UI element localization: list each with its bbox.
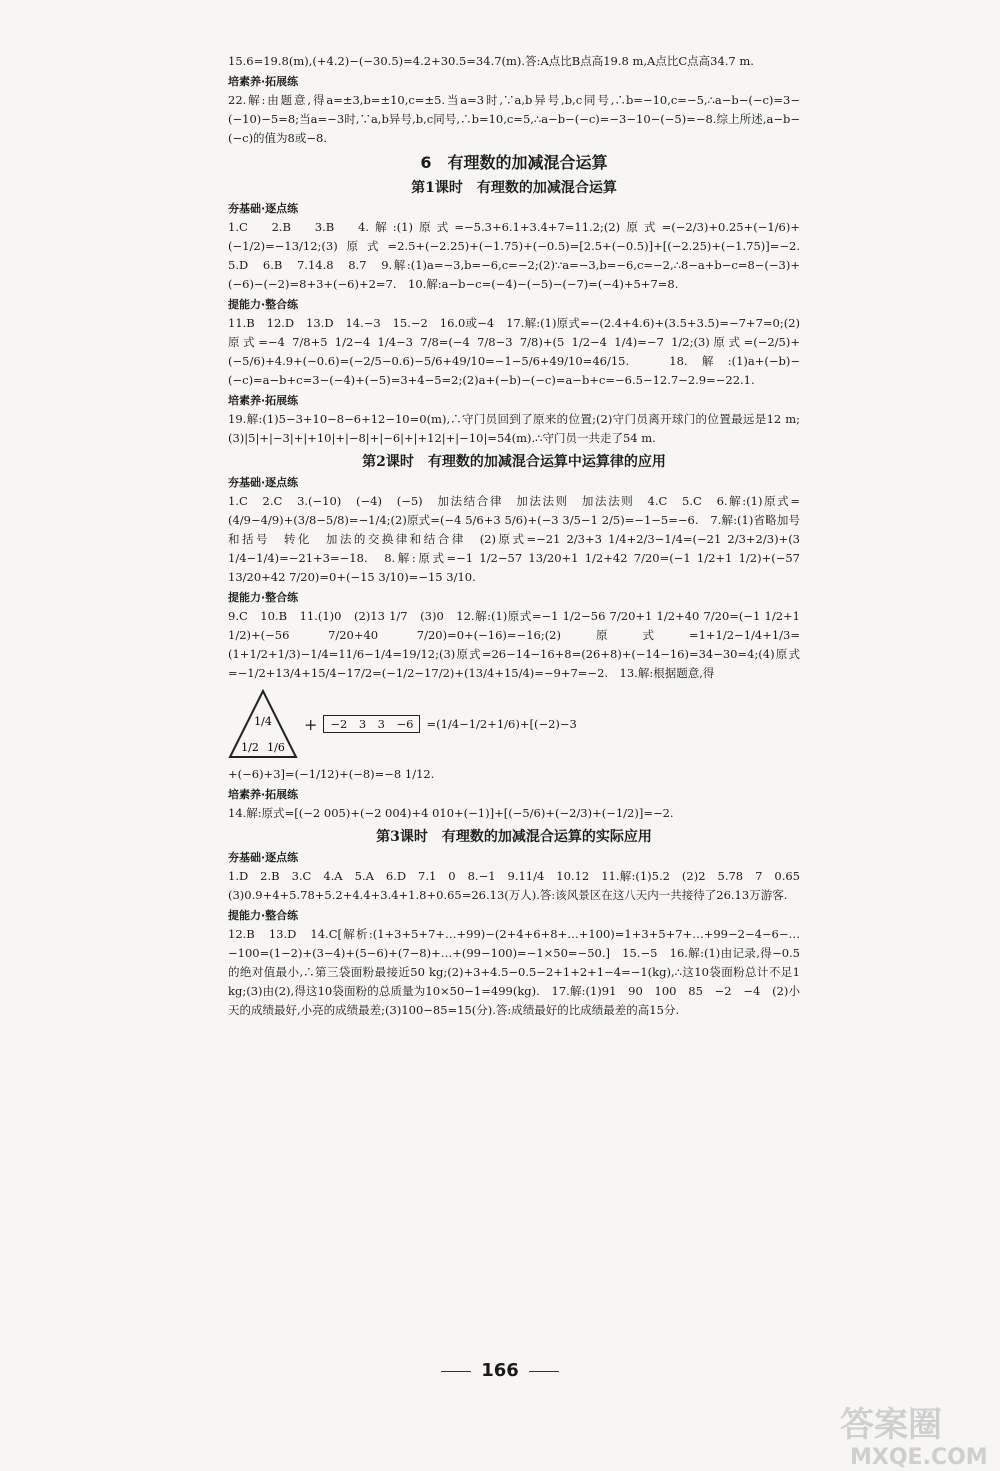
answer-paragraph: +(−6)+3]=(−1/12)+(−8)=−8 1/12.: [228, 767, 435, 781]
lesson-heading: 第3课时 有理数的加减混合运算的实际应用: [376, 829, 652, 845]
triangle-diagram: [228, 689, 298, 759]
triangle-right-value: 1/6: [267, 741, 285, 754]
answer-paragraph: 1.C 2.C 3.(−10) (−4) (−5) 加法结合律 加法法则 加法法则 4.C 5.C 6.解:(1)原式=(4/9−4/9)+(3/8−5/8)=−1/4;(2)原式=(−4 5/6+3 5/6)+(−3 3/5−1 2/5)=−1−5=−6. 7.解:(1)省略加号和括号 转化 加法的交换律和结合律 (2)原式=−21 2/3+3 1/4+2/3−1/4=(−21 2/3+2/3)+(3 1/4−1/4)=−21+3=−18. 8.解:原式=−1 1/2−57 13/20+1 1/2+42 7/20=(−1 1/2+1 1/2)+(−57 13/20+42 7/20)=0+(−15 3/10)=−15 3/10.: [228, 494, 800, 584]
answer-paragraph: 19.解:(1)5−3+10−8−6+12−10=0(m),∴守门员回到了原来的位置;(2)守门员离开球门的位置最远是12 m;(3)|5|+|−3|+|+10|+|−8|+|−6|+|+12|+|−10|=54(m).∴守门员一共走了54 m.: [228, 412, 800, 445]
chapter-heading: 6 有理数的加减混合运算: [420, 153, 608, 172]
page-number: [0, 1360, 1000, 1381]
section-label: 提能力·整合练: [228, 909, 299, 922]
answer-content: [228, 52, 812, 1020]
answer-paragraph: 1.D 2.B 3.C 4.A 5.A 6.D 7.1 0 8.−1 9.11/4 10.12 11.解:(1)5.2 (2)2 5.78 7 0.65 (3)0.9+4+5.78+5.2+4.4+3.4+1.8+0.65=26.13(万人).答:该风景区在这八天内一共接待了26.13万游客.: [228, 869, 812, 902]
answer-paragraph: 12.B 13.D 14.C[解析:(1+3+5+7+…+99)−(2+4+6+8+…+100)=1+3+5+7+…+99−2−4−6−…−100=(1−2)+(3−4)+(5−6)+(7−8)+…+(99−100)=−1×50=−50.] 15.−5 16.解:(1)由记录,得−0.5的绝对值最小,∴第三袋面粉最接近50 kg;(2)+3+4.5−0.5−2+1+2+1−4=−1(kg),∴这10袋面粉总计不足1 kg;(3)由(2),得这10袋面粉的总质量为10×50−1=499(kg). 17.解:(1)91 90 100 85 −2 −4 (2)小天的成绩最好,小亮的成绩最差;(3)100−85=15(分).答:成绩最好的比成绩最差的高15分.: [228, 927, 800, 1017]
answer-paragraph: 9.C 10.B 11.(1)0 (2)13 1/7 (3)0 12.解:(1)原式=−1 1/2−56 7/20+1 1/2+40 7/20=(−1 1/2+1 1/2)+(−56 7/20+40 7/20)=0+(−16)=−16;(2)原式=1+1/2−1/4+1/3=(1+1/2+1/3)−1/4=11/6−1/4=19/12;(3)原式=26−14−16+8=(26+8)+(−14−16)=34−30=4;(4)原式=−1/2+13/4+15/4−17/2=(−1/2−17/2)+(13/4+15/4)=−9+7=−2. 13.解:根据题意,得: [228, 609, 800, 680]
page-number-rule-right: [529, 1371, 559, 1372]
section-label: 夯基础·逐点练: [228, 851, 299, 864]
answer-paragraph: 1.C 2.B 3.B 4.解:(1)原式=−5.3+6.1+3.4+7=11.2;(2)原式=(−2/3)+0.25+(−1/6)+(−1/2)=−13/12;(3)原式=2.5+(−2.25)+(−1.75)+(−0.5)=[2.5+(−0.5)]+[(−2.25)+(−1.75)]=−2. 5.D 6.B 7.14.8 8.7 9.解:(1)a=−3,b=−6,c=−2;(2)∵a=−3,b=−6,c=−2,∴8−a+b−c=8−(−3)+(−6)−(−2)=8+3+(−6)+2=7. 10.解:a−b−c=(−4)−(−5)−(−7)=(−4)+5+7=8.: [228, 220, 812, 291]
section-label: 培素养·拓展练: [228, 75, 299, 88]
answer-paragraph: 14.解:原式=[(−2 005)+(−2 004)+4 010+(−1)]+[(−5/6)+(−2/3)+(−1/2)]=−2.: [228, 806, 674, 820]
answer-paragraph: 15.6=19.8(m),(+4.2)−(−30.5)=4.2+30.5=34.7(m).答:A点比B点高19.8 m,A点比C点高34.7 m.: [228, 54, 754, 68]
page-number-text: 166: [481, 1360, 519, 1381]
triangle-figure-row: [228, 689, 800, 759]
triangle-top-value: 1/4: [254, 715, 272, 728]
lesson-heading: 第2课时 有理数的加减混合运算中运算律的应用: [362, 454, 666, 470]
lesson-heading: 第1课时 有理数的加减混合运算: [411, 180, 617, 196]
boxed-numbers: −2 3 3 −6: [323, 715, 420, 733]
page-number-rule-left: [441, 1371, 471, 1372]
section-label: 夯基础·逐点练: [228, 476, 299, 489]
plus-sign: +: [304, 714, 318, 734]
section-label: 提能力·整合练: [228, 298, 299, 311]
section-label: 夯基础·逐点练: [228, 202, 299, 215]
section-label: 培素养·拓展练: [228, 788, 299, 801]
watermark-url: MXQE.COM: [850, 1445, 988, 1470]
answer-paragraph: 11.B 12.D 13.D 14.−3 15.−2 16.0或−4 17.解:(1)原式=−(2.4+4.6)+(3.5+3.5)=−7+7=0;(2)原式=−4 7/8+5 1/2−4 1/4−3 7/8=(−4 7/8−3 7/8)+(5 1/2−4 1/4)=−7 1/2;(3)原式=(−2/5)+(−5/6)+4.9+(−0.6)=(−2/5−0.6)−5/6+49/10=−1−5/6+49/10=46/15. 18.解:(1)a+(−b)−(−c)=a−b+c=3−(−4)+(−5)=3+4−5=2;(2)a+(−b)−(−c)=a−b+c=−6.5−12.7−2.9=−22.1.: [228, 316, 800, 387]
watermark-logo: [820, 1400, 1000, 1471]
section-label: 提能力·整合练: [228, 591, 299, 604]
figure-equation-text: =(1/4−1/2+1/6)+[(−2)−3: [426, 717, 577, 731]
section-label: 培素养·拓展练: [228, 394, 299, 407]
answer-paragraph: 22.解:由题意,得a=±3,b=±10,c=±5.当a=3时,∵a,b异号,b,c同号,∴b=−10,c=−5,∴a−b−(−c)=3−(−10)−5=8;当a=−3时,∵a,b异号,b,c同号,∴b=10,c=5,∴a−b−(−c)=−3−10−(−5)=−8.综上所述,a−b−(−c)的值为8或−8.: [228, 93, 800, 145]
triangle-left-value: 1/2: [241, 741, 259, 754]
watermark-title: 答案圈: [840, 1405, 942, 1445]
